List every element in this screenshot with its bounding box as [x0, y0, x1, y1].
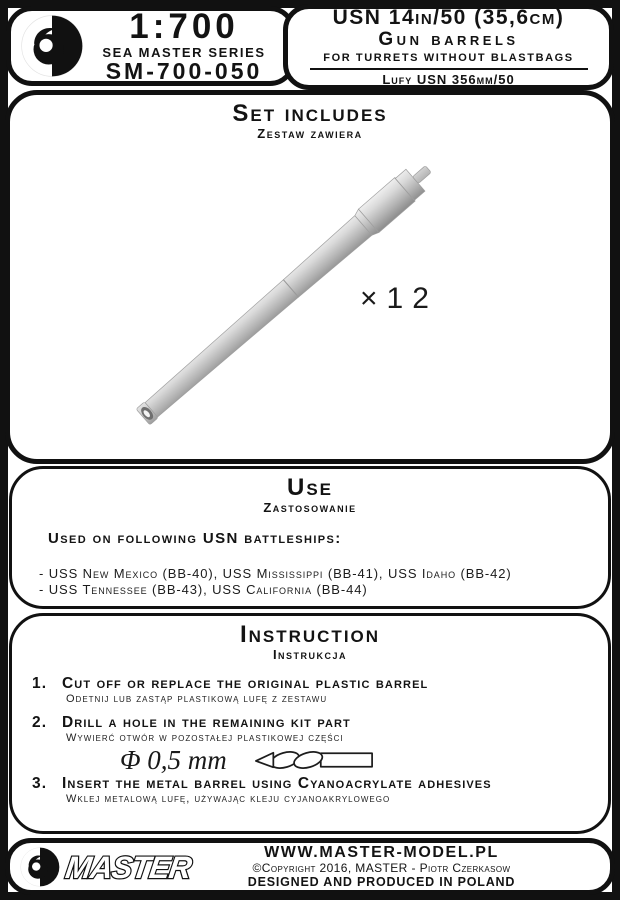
svg-text:MASTER: MASTER [63, 849, 194, 885]
step-2-translation: Wywierć otwór w pozostałej plastikowej części [66, 732, 344, 744]
master-swirl-icon [19, 846, 61, 888]
brand-box [6, 6, 296, 86]
product-title-box [283, 4, 614, 90]
use-lead-text: Used on following USN battleships: [48, 530, 342, 547]
step-3-translation: Wklej metalową lufę, używając kleju cyjanoakrylowego [66, 793, 391, 805]
step-2-number: 2. [32, 714, 48, 731]
master-logotype [63, 845, 213, 889]
production-line: DESIGNED AND PRODUCED IN POLAND [247, 874, 516, 889]
step-3-number: 3. [32, 775, 48, 792]
instruction-section [9, 613, 611, 834]
website-url: WWW.MASTER-MODEL.PL [264, 843, 499, 861]
drill-diameter-label: Φ 0,5 mm [120, 744, 227, 775]
instruction-step-1 [32, 675, 608, 705]
use-section [9, 466, 611, 609]
series-label: SEA MASTER SERIES [102, 45, 266, 60]
step-3-text: Insert the metal barrel using Cyanoacrylate adhesives [62, 775, 492, 792]
step-1-translation: Odetnij lub zastąp plastikową lufę z zestawu [66, 693, 328, 705]
step-1-number: 1. [32, 675, 48, 692]
instruction-step-3 [32, 775, 608, 805]
footer [5, 838, 615, 895]
set-includes-section [5, 90, 615, 464]
ship-list-line-1: - USS New Mexico (BB-40), USS Mississippi (BB-41), USS Idaho (BB-42) [39, 566, 512, 581]
master-swirl-icon [19, 13, 85, 79]
set-includes-title: Set includes [232, 100, 388, 127]
product-alt-name: Lufy USN 356mm/50 [382, 72, 515, 88]
product-title: USN 14in/50 (35,6cm) [332, 5, 565, 29]
product-subtitle: Gun barrels [378, 28, 519, 50]
instruction-step-2 [32, 714, 608, 744]
step-1-text: Cut off or replace the original plastic barrel [62, 675, 429, 692]
use-subtitle: Zastosowanie [263, 500, 357, 515]
instruction-subtitle: Instrukcja [272, 647, 348, 662]
title-divider [310, 68, 588, 70]
ship-list-line-2: - USS Tennessee (BB-43), USS California (BB-44) [39, 582, 368, 597]
instruction-title: Instruction [239, 621, 381, 648]
drill-bit-icon [253, 748, 375, 772]
copyright-line: ©Copyright 2016, MASTER - Piotr Czerkasow [252, 860, 511, 875]
step-2-text: Drill a hole in the remaining kit part [62, 714, 351, 731]
set-includes-subtitle: Zestaw zawiera [257, 126, 363, 141]
product-code: SM-700-050 [105, 58, 263, 84]
quantity-label: ×12 [360, 282, 438, 315]
drill-size-callout [32, 746, 608, 774]
product-note: FOR TURRETS WITHOUT BLASTBAGS [323, 51, 574, 64]
scale-label: 1:700 [129, 7, 239, 46]
use-title: Use [286, 474, 333, 501]
